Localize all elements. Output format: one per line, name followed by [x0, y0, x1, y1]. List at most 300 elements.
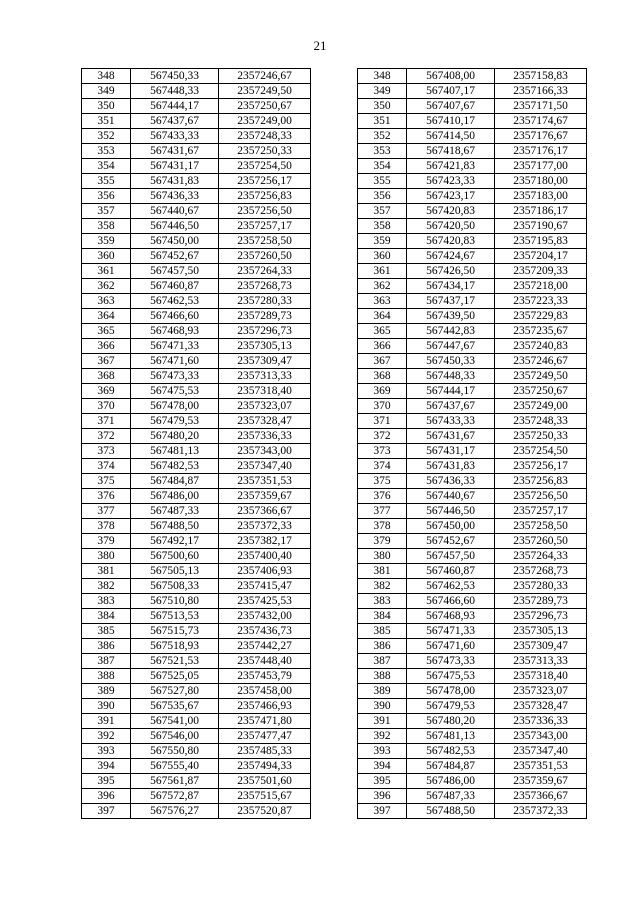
left-y-coordinate-cell: 2357258,50 [219, 234, 311, 249]
table-row [82, 249, 587, 264]
right-x-coordinate-cell: 567482,53 [407, 744, 495, 759]
column-gap [311, 294, 358, 309]
left-point-number-cell: 389 [82, 684, 131, 699]
left-y-coordinate-cell: 2357347,40 [219, 459, 311, 474]
right-x-coordinate-cell: 567484,87 [407, 759, 495, 774]
left-x-coordinate-cell: 567480,20 [131, 429, 219, 444]
right-y-coordinate-cell: 2357190,67 [495, 219, 587, 234]
right-x-coordinate-cell: 567437,17 [407, 294, 495, 309]
table-row [82, 684, 587, 699]
right-y-coordinate-cell: 2357177,00 [495, 159, 587, 174]
left-point-number-cell: 374 [82, 459, 131, 474]
left-point-number-cell: 376 [82, 489, 131, 504]
column-gap [311, 564, 358, 579]
right-x-coordinate-cell: 567471,60 [407, 639, 495, 654]
right-point-number-cell: 378 [358, 519, 407, 534]
left-x-coordinate-cell: 567448,33 [131, 84, 219, 99]
table-row [82, 354, 587, 369]
column-gap [311, 414, 358, 429]
left-y-coordinate-cell: 2357343,00 [219, 444, 311, 459]
left-y-coordinate-cell: 2357406,93 [219, 564, 311, 579]
right-point-number-cell: 375 [358, 474, 407, 489]
column-gap [311, 144, 358, 159]
left-point-number-cell: 352 [82, 129, 131, 144]
left-y-coordinate-cell: 2357471,80 [219, 714, 311, 729]
column-gap [311, 159, 358, 174]
table-row [82, 369, 587, 384]
right-y-coordinate-cell: 2357347,40 [495, 744, 587, 759]
right-y-coordinate-cell: 2357305,13 [495, 624, 587, 639]
left-point-number-cell: 393 [82, 744, 131, 759]
column-gap [311, 549, 358, 564]
left-x-coordinate-cell: 567436,33 [131, 189, 219, 204]
column-gap [311, 429, 358, 444]
right-y-coordinate-cell: 2357258,50 [495, 519, 587, 534]
right-x-coordinate-cell: 567478,00 [407, 684, 495, 699]
column-gap [311, 459, 358, 474]
right-y-coordinate-cell: 2357256,83 [495, 474, 587, 489]
column-gap [311, 729, 358, 744]
right-y-coordinate-cell: 2357176,17 [495, 144, 587, 159]
right-point-number-cell: 396 [358, 789, 407, 804]
right-y-coordinate-cell: 2357264,33 [495, 549, 587, 564]
column-gap [311, 99, 358, 114]
right-x-coordinate-cell: 567418,67 [407, 144, 495, 159]
left-point-number-cell: 351 [82, 114, 131, 129]
column-gap [311, 129, 358, 144]
right-y-coordinate-cell: 2357248,33 [495, 414, 587, 429]
left-y-coordinate-cell: 2357323,07 [219, 399, 311, 414]
right-y-coordinate-cell: 2357235,67 [495, 324, 587, 339]
right-y-coordinate-cell: 2357250,33 [495, 429, 587, 444]
left-y-coordinate-cell: 2357289,73 [219, 309, 311, 324]
right-point-number-cell: 394 [358, 759, 407, 774]
right-point-number-cell: 384 [358, 609, 407, 624]
table-row [82, 129, 587, 144]
column-gap [311, 474, 358, 489]
right-y-coordinate-cell: 2357256,17 [495, 459, 587, 474]
right-x-coordinate-cell: 567431,67 [407, 429, 495, 444]
left-x-coordinate-cell: 567550,80 [131, 744, 219, 759]
left-y-coordinate-cell: 2357477,47 [219, 729, 311, 744]
right-y-coordinate-cell: 2357351,53 [495, 759, 587, 774]
right-x-coordinate-cell: 567420,83 [407, 204, 495, 219]
left-y-coordinate-cell: 2357351,53 [219, 474, 311, 489]
left-y-coordinate-cell: 2357318,40 [219, 384, 311, 399]
left-point-number-cell: 369 [82, 384, 131, 399]
column-gap [311, 354, 358, 369]
table-row [82, 639, 587, 654]
column-gap [311, 264, 358, 279]
right-point-number-cell: 364 [358, 309, 407, 324]
left-x-coordinate-cell: 567431,67 [131, 144, 219, 159]
left-x-coordinate-cell: 567555,40 [131, 759, 219, 774]
left-point-number-cell: 370 [82, 399, 131, 414]
left-point-number-cell: 392 [82, 729, 131, 744]
left-y-coordinate-cell: 2357246,67 [219, 69, 311, 84]
left-x-coordinate-cell: 567471,60 [131, 354, 219, 369]
column-gap [311, 399, 358, 414]
column-gap [311, 594, 358, 609]
right-x-coordinate-cell: 567439,50 [407, 309, 495, 324]
left-point-number-cell: 366 [82, 339, 131, 354]
column-gap [311, 204, 358, 219]
left-x-coordinate-cell: 567482,53 [131, 459, 219, 474]
left-y-coordinate-cell: 2357250,67 [219, 99, 311, 114]
right-y-coordinate-cell: 2357359,67 [495, 774, 587, 789]
right-y-coordinate-cell: 2357183,00 [495, 189, 587, 204]
left-x-coordinate-cell: 567488,50 [131, 519, 219, 534]
table-row [82, 474, 587, 489]
column-gap [311, 804, 358, 819]
left-y-coordinate-cell: 2357280,33 [219, 294, 311, 309]
right-x-coordinate-cell: 567480,20 [407, 714, 495, 729]
right-x-coordinate-cell: 567457,50 [407, 549, 495, 564]
page-number: 21 [313, 38, 327, 53]
left-x-coordinate-cell: 567527,80 [131, 684, 219, 699]
column-gap [311, 189, 358, 204]
left-y-coordinate-cell: 2357313,33 [219, 369, 311, 384]
column-gap [311, 504, 358, 519]
left-x-coordinate-cell: 567479,53 [131, 414, 219, 429]
left-point-number-cell: 350 [82, 99, 131, 114]
left-x-coordinate-cell: 567492,17 [131, 534, 219, 549]
left-x-coordinate-cell: 567450,33 [131, 69, 219, 84]
column-gap [311, 609, 358, 624]
right-y-coordinate-cell: 2357240,83 [495, 339, 587, 354]
right-x-coordinate-cell: 567460,87 [407, 564, 495, 579]
column-gap [311, 759, 358, 774]
left-y-coordinate-cell: 2357336,33 [219, 429, 311, 444]
column-gap [311, 654, 358, 669]
left-x-coordinate-cell: 567481,13 [131, 444, 219, 459]
left-y-coordinate-cell: 2357264,33 [219, 264, 311, 279]
table-row [82, 294, 587, 309]
right-y-coordinate-cell: 2357204,17 [495, 249, 587, 264]
table-row [82, 459, 587, 474]
left-y-coordinate-cell: 2357260,50 [219, 249, 311, 264]
left-x-coordinate-cell: 567518,93 [131, 639, 219, 654]
left-x-coordinate-cell: 567515,73 [131, 624, 219, 639]
left-y-coordinate-cell: 2357250,33 [219, 144, 311, 159]
left-point-number-cell: 371 [82, 414, 131, 429]
right-x-coordinate-cell: 567446,50 [407, 504, 495, 519]
left-y-coordinate-cell: 2357256,83 [219, 189, 311, 204]
right-point-number-cell: 385 [358, 624, 407, 639]
left-point-number-cell: 379 [82, 534, 131, 549]
left-x-coordinate-cell: 567466,60 [131, 309, 219, 324]
left-point-number-cell: 378 [82, 519, 131, 534]
left-y-coordinate-cell: 2357400,40 [219, 549, 311, 564]
right-y-coordinate-cell: 2357260,50 [495, 534, 587, 549]
column-gap [311, 324, 358, 339]
left-y-coordinate-cell: 2357248,33 [219, 129, 311, 144]
right-point-number-cell: 377 [358, 504, 407, 519]
left-point-number-cell: 373 [82, 444, 131, 459]
column-gap [311, 219, 358, 234]
right-y-coordinate-cell: 2357257,17 [495, 504, 587, 519]
right-x-coordinate-cell: 567481,13 [407, 729, 495, 744]
left-point-number-cell: 354 [82, 159, 131, 174]
right-x-coordinate-cell: 567433,33 [407, 414, 495, 429]
left-x-coordinate-cell: 567500,60 [131, 549, 219, 564]
column-gap [311, 789, 358, 804]
right-y-coordinate-cell: 2357328,47 [495, 699, 587, 714]
left-x-coordinate-cell: 567460,87 [131, 279, 219, 294]
left-point-number-cell: 348 [82, 69, 131, 84]
right-y-coordinate-cell: 2357280,33 [495, 579, 587, 594]
left-x-coordinate-cell: 567510,80 [131, 594, 219, 609]
right-point-number-cell: 355 [358, 174, 407, 189]
right-x-coordinate-cell: 567475,53 [407, 669, 495, 684]
table-row [82, 789, 587, 804]
left-y-coordinate-cell: 2357256,17 [219, 174, 311, 189]
left-x-coordinate-cell: 567561,87 [131, 774, 219, 789]
left-point-number-cell: 387 [82, 654, 131, 669]
table-row [82, 654, 587, 669]
left-x-coordinate-cell: 567446,50 [131, 219, 219, 234]
table-row [82, 774, 587, 789]
right-x-coordinate-cell: 567450,33 [407, 354, 495, 369]
right-y-coordinate-cell: 2357176,67 [495, 129, 587, 144]
right-y-coordinate-cell: 2357158,83 [495, 69, 587, 84]
column-gap [311, 369, 358, 384]
table-row [82, 114, 587, 129]
left-y-coordinate-cell: 2357256,50 [219, 204, 311, 219]
right-x-coordinate-cell: 567462,53 [407, 579, 495, 594]
table-row [82, 549, 587, 564]
table-row [82, 429, 587, 444]
right-y-coordinate-cell: 2357250,67 [495, 384, 587, 399]
right-y-coordinate-cell: 2357309,47 [495, 639, 587, 654]
right-point-number-cell: 381 [358, 564, 407, 579]
left-x-coordinate-cell: 567471,33 [131, 339, 219, 354]
right-x-coordinate-cell: 567448,33 [407, 369, 495, 384]
table-row [82, 414, 587, 429]
left-y-coordinate-cell: 2357415,47 [219, 579, 311, 594]
left-y-coordinate-cell: 2357359,67 [219, 489, 311, 504]
table-row [82, 669, 587, 684]
right-point-number-cell: 379 [358, 534, 407, 549]
right-point-number-cell: 358 [358, 219, 407, 234]
left-x-coordinate-cell: 567546,00 [131, 729, 219, 744]
left-x-coordinate-cell: 567525,05 [131, 669, 219, 684]
right-x-coordinate-cell: 567468,93 [407, 609, 495, 624]
table-row [82, 279, 587, 294]
right-y-coordinate-cell: 2357254,50 [495, 444, 587, 459]
left-point-number-cell: 386 [82, 639, 131, 654]
table-row [82, 804, 587, 819]
left-point-number-cell: 375 [82, 474, 131, 489]
left-y-coordinate-cell: 2357249,00 [219, 114, 311, 129]
right-x-coordinate-cell: 567407,17 [407, 84, 495, 99]
left-y-coordinate-cell: 2357442,27 [219, 639, 311, 654]
right-y-coordinate-cell: 2357229,83 [495, 309, 587, 324]
left-point-number-cell: 382 [82, 579, 131, 594]
table-row [82, 564, 587, 579]
column-gap [311, 669, 358, 684]
column-gap [311, 339, 358, 354]
left-point-number-cell: 360 [82, 249, 131, 264]
left-x-coordinate-cell: 567484,87 [131, 474, 219, 489]
right-point-number-cell: 357 [358, 204, 407, 219]
right-x-coordinate-cell: 567423,17 [407, 189, 495, 204]
coordinates-table-body [82, 69, 587, 819]
right-point-number-cell: 356 [358, 189, 407, 204]
table-row [82, 729, 587, 744]
table-row [82, 594, 587, 609]
right-x-coordinate-cell: 567408,00 [407, 69, 495, 84]
left-x-coordinate-cell: 567473,33 [131, 369, 219, 384]
right-point-number-cell: 352 [358, 129, 407, 144]
right-x-coordinate-cell: 567410,17 [407, 114, 495, 129]
left-x-coordinate-cell: 567450,00 [131, 234, 219, 249]
table-row [82, 174, 587, 189]
right-point-number-cell: 360 [358, 249, 407, 264]
right-point-number-cell: 363 [358, 294, 407, 309]
right-x-coordinate-cell: 567479,53 [407, 699, 495, 714]
left-x-coordinate-cell: 567457,50 [131, 264, 219, 279]
left-y-coordinate-cell: 2357432,00 [219, 609, 311, 624]
column-gap [311, 624, 358, 639]
left-y-coordinate-cell: 2357257,17 [219, 219, 311, 234]
right-x-coordinate-cell: 567487,33 [407, 789, 495, 804]
left-y-coordinate-cell: 2357425,53 [219, 594, 311, 609]
left-y-coordinate-cell: 2357458,00 [219, 684, 311, 699]
right-x-coordinate-cell: 567414,50 [407, 129, 495, 144]
right-x-coordinate-cell: 567423,33 [407, 174, 495, 189]
left-x-coordinate-cell: 567468,93 [131, 324, 219, 339]
right-y-coordinate-cell: 2357249,50 [495, 369, 587, 384]
left-y-coordinate-cell: 2357254,50 [219, 159, 311, 174]
right-x-coordinate-cell: 567486,00 [407, 774, 495, 789]
right-point-number-cell: 372 [358, 429, 407, 444]
right-point-number-cell: 383 [358, 594, 407, 609]
left-y-coordinate-cell: 2357309,47 [219, 354, 311, 369]
right-x-coordinate-cell: 567442,83 [407, 324, 495, 339]
left-x-coordinate-cell: 567431,83 [131, 174, 219, 189]
table-row [82, 714, 587, 729]
right-point-number-cell: 359 [358, 234, 407, 249]
right-point-number-cell: 389 [358, 684, 407, 699]
table-row [82, 324, 587, 339]
left-y-coordinate-cell: 2357296,73 [219, 324, 311, 339]
column-gap [311, 84, 358, 99]
right-x-coordinate-cell: 567431,17 [407, 444, 495, 459]
left-y-coordinate-cell: 2357453,79 [219, 669, 311, 684]
right-x-coordinate-cell: 567420,50 [407, 219, 495, 234]
right-point-number-cell: 380 [358, 549, 407, 564]
left-point-number-cell: 359 [82, 234, 131, 249]
table-row [82, 219, 587, 234]
left-x-coordinate-cell: 567444,17 [131, 99, 219, 114]
left-x-coordinate-cell: 567462,53 [131, 294, 219, 309]
left-point-number-cell: 367 [82, 354, 131, 369]
left-y-coordinate-cell: 2357466,93 [219, 699, 311, 714]
right-point-number-cell: 382 [358, 579, 407, 594]
table-row [82, 624, 587, 639]
right-x-coordinate-cell: 567437,67 [407, 399, 495, 414]
left-point-number-cell: 377 [82, 504, 131, 519]
right-point-number-cell: 353 [358, 144, 407, 159]
right-y-coordinate-cell: 2357166,33 [495, 84, 587, 99]
left-y-coordinate-cell: 2357328,47 [219, 414, 311, 429]
right-x-coordinate-cell: 567466,60 [407, 594, 495, 609]
right-y-coordinate-cell: 2357249,00 [495, 399, 587, 414]
column-gap [311, 519, 358, 534]
left-point-number-cell: 381 [82, 564, 131, 579]
left-y-coordinate-cell: 2357515,67 [219, 789, 311, 804]
left-point-number-cell: 383 [82, 594, 131, 609]
left-x-coordinate-cell: 567475,53 [131, 384, 219, 399]
left-y-coordinate-cell: 2357485,33 [219, 744, 311, 759]
left-point-number-cell: 358 [82, 219, 131, 234]
left-y-coordinate-cell: 2357494,33 [219, 759, 311, 774]
left-x-coordinate-cell: 567535,67 [131, 699, 219, 714]
column-gap [311, 384, 358, 399]
right-point-number-cell: 392 [358, 729, 407, 744]
column-gap [311, 699, 358, 714]
right-point-number-cell: 368 [358, 369, 407, 384]
left-y-coordinate-cell: 2357436,73 [219, 624, 311, 639]
table-row [82, 744, 587, 759]
right-y-coordinate-cell: 2357180,00 [495, 174, 587, 189]
right-y-coordinate-cell: 2357343,00 [495, 729, 587, 744]
right-point-number-cell: 386 [358, 639, 407, 654]
right-point-number-cell: 369 [358, 384, 407, 399]
left-x-coordinate-cell: 567487,33 [131, 504, 219, 519]
right-x-coordinate-cell: 567440,67 [407, 489, 495, 504]
left-point-number-cell: 384 [82, 609, 131, 624]
right-x-coordinate-cell: 567444,17 [407, 384, 495, 399]
left-y-coordinate-cell: 2357448,40 [219, 654, 311, 669]
right-point-number-cell: 348 [358, 69, 407, 84]
right-point-number-cell: 366 [358, 339, 407, 354]
left-point-number-cell: 391 [82, 714, 131, 729]
left-point-number-cell: 364 [82, 309, 131, 324]
right-x-coordinate-cell: 567450,00 [407, 519, 495, 534]
column-gap [311, 279, 358, 294]
table-row [82, 99, 587, 114]
right-y-coordinate-cell: 2357218,00 [495, 279, 587, 294]
right-x-coordinate-cell: 567426,50 [407, 264, 495, 279]
right-point-number-cell: 350 [358, 99, 407, 114]
table-row [82, 144, 587, 159]
left-x-coordinate-cell: 567431,17 [131, 159, 219, 174]
left-x-coordinate-cell: 567505,13 [131, 564, 219, 579]
table-row [82, 519, 587, 534]
column-gap [311, 234, 358, 249]
right-x-coordinate-cell: 567473,33 [407, 654, 495, 669]
right-x-coordinate-cell: 567424,67 [407, 249, 495, 264]
right-y-coordinate-cell: 2357209,33 [495, 264, 587, 279]
column-gap [311, 69, 358, 84]
right-y-coordinate-cell: 2357323,07 [495, 684, 587, 699]
column-gap [311, 774, 358, 789]
column-gap [311, 114, 358, 129]
table-row [82, 534, 587, 549]
right-point-number-cell: 374 [358, 459, 407, 474]
right-x-coordinate-cell: 567452,67 [407, 534, 495, 549]
left-y-coordinate-cell: 2357372,33 [219, 519, 311, 534]
column-gap [311, 714, 358, 729]
left-x-coordinate-cell: 567572,87 [131, 789, 219, 804]
left-point-number-cell: 356 [82, 189, 131, 204]
right-x-coordinate-cell: 567421,83 [407, 159, 495, 174]
table-row [82, 759, 587, 774]
right-y-coordinate-cell: 2357318,40 [495, 669, 587, 684]
table-row [82, 384, 587, 399]
